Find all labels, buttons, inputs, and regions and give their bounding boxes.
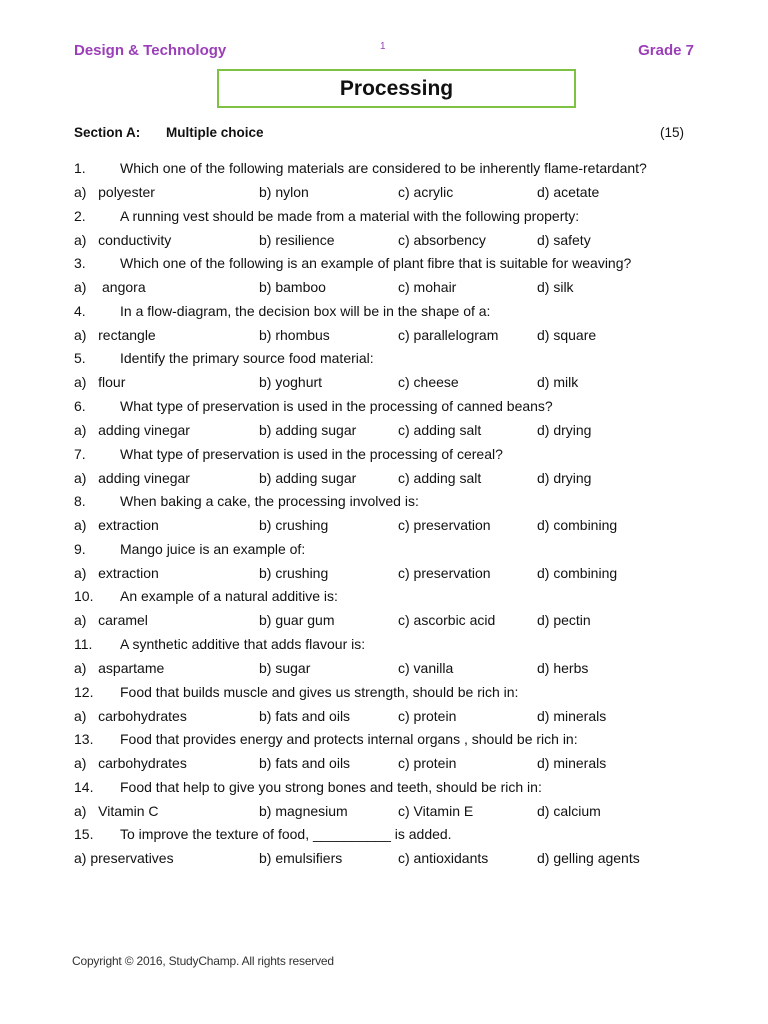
answer-option-a: a) carbohydrates [74, 707, 187, 724]
question-line [74, 205, 694, 228]
answer-option-d: d) pectin [537, 612, 591, 629]
answer-option-d: d) combining [537, 517, 618, 534]
question-number: 4. [74, 302, 86, 319]
page-title: Processing [339, 76, 454, 100]
question-item [74, 300, 694, 348]
section-label: Section A: [74, 125, 141, 140]
question-item [74, 776, 694, 824]
answer-option-a: a) flour [74, 374, 126, 391]
question-number: 13. [74, 731, 94, 748]
answer-option-d: d) safety [537, 231, 591, 248]
answer-option-a: a) preservatives [74, 850, 174, 867]
options-row [74, 561, 694, 585]
answer-option-a: a) rectangle [74, 326, 156, 343]
question-line [74, 490, 694, 513]
answer-option-b: b) yoghurt [259, 374, 323, 391]
answer-option-d: d) combining [537, 564, 618, 581]
question-text: Food that builds muscle and gives us strength, should be rich in: [120, 683, 519, 700]
question-number: 8. [74, 493, 86, 510]
question-line [74, 395, 694, 418]
answer-option-d: d) milk [537, 374, 579, 391]
section-type: Multiple choice [166, 125, 264, 140]
question-line [74, 443, 694, 466]
answer-option-b: b) fats and oils [259, 755, 351, 772]
answer-option-b: b) resilience [259, 231, 335, 248]
answer-option-c: c) mohair [398, 279, 457, 296]
question-number: 5. [74, 350, 86, 367]
answer-option-c: c) acrylic [398, 184, 454, 200]
question-line [74, 681, 694, 704]
answer-option-c: c) absorbency [398, 231, 486, 248]
options-row [74, 513, 694, 537]
question-line [74, 538, 694, 561]
question-item [74, 538, 694, 586]
answer-option-d: d) acetate [537, 184, 600, 200]
question-item [74, 395, 694, 443]
answer-option-d: d) minerals [537, 755, 607, 772]
options-row [74, 418, 694, 442]
question-list [74, 157, 694, 871]
answer-option-a: a) extraction [74, 517, 159, 534]
title-box [217, 69, 576, 108]
page-header [74, 42, 694, 62]
answer-option-d: d) herbs [537, 659, 589, 676]
answer-option-a: a) carbohydrates [74, 755, 187, 772]
answer-option-b: b) rhombus [259, 326, 330, 343]
answer-option-b: b) sugar [259, 659, 311, 676]
options-row [74, 656, 694, 680]
answer-option-a: a) conductivity [74, 231, 172, 248]
answer-option-c: c) antioxidants [398, 850, 489, 867]
question-item [74, 823, 694, 871]
answer-option-c: c) preservation [398, 517, 491, 534]
options-row [74, 370, 694, 394]
question-line [74, 776, 694, 799]
answer-option-b: b) bamboo [259, 279, 326, 296]
question-text: A synthetic additive that adds flavour is: [120, 635, 366, 652]
question-text: Food that provides energy and protects internal organs , should be rich in: [120, 731, 578, 748]
grade-label: Grade 7 [638, 42, 694, 59]
question-text: An example of a natural additive is: [120, 588, 338, 605]
options-row [74, 846, 694, 870]
answer-option-c: c) adding salt [398, 469, 482, 486]
copyright-footer: Copyright © 2016, StudyChamp. All rights reserved [72, 954, 334, 968]
answer-option-d: d) gelling agents [537, 850, 640, 867]
answer-option-c: c) ascorbic acid [398, 612, 496, 629]
question-number: 2. [74, 207, 86, 224]
answer-option-a: a) aspartame [74, 659, 165, 676]
answer-option-b: b) emulsifiers [259, 850, 343, 867]
question-line [74, 157, 694, 180]
answer-option-a: a) Vitamin C [74, 802, 159, 819]
answer-option-b: b) crushing [259, 517, 329, 534]
question-item [74, 205, 694, 253]
question-item [74, 681, 694, 729]
question-text: Which one of the following is an example of plant fibre that is suitable for weaving? [120, 255, 632, 272]
question-number: 3. [74, 255, 86, 272]
question-number: 15. [74, 826, 94, 843]
answer-option-d: d) drying [537, 469, 592, 486]
question-item [74, 585, 694, 633]
answer-option-c: c) adding salt [398, 421, 482, 438]
answer-option-c: c) protein [398, 755, 457, 772]
options-row [74, 704, 694, 728]
answer-option-d: d) minerals [537, 707, 607, 724]
answer-option-b: b) guar gum [259, 612, 335, 629]
answer-option-a: a) caramel [74, 612, 148, 629]
section-header [74, 125, 684, 143]
question-line [74, 300, 694, 323]
answer-option-d: d) square [537, 326, 597, 343]
answer-option-b: b) fats and oils [259, 707, 351, 724]
options-row [74, 180, 694, 204]
answer-option-b: b) crushing [259, 564, 329, 581]
question-item [74, 633, 694, 681]
question-number: 7. [74, 445, 86, 462]
answer-option-c: c) Vitamin E [398, 802, 474, 819]
question-text: In a flow-diagram, the decision box will be in the shape of a: [120, 302, 491, 319]
question-item [74, 728, 694, 776]
question-line [74, 585, 694, 608]
question-text: Food that help to give you strong bones and teeth, should be rich in: [120, 778, 542, 795]
options-row [74, 799, 694, 823]
question-item [74, 252, 694, 300]
question-number: 6. [74, 397, 86, 414]
question-text: What type of preservation is used in the processing of canned beans? [120, 397, 553, 414]
question-text: When baking a cake, the processing involved is: [120, 493, 419, 510]
question-number: 1. [74, 160, 86, 176]
question-line [74, 633, 694, 656]
answer-option-b: b) adding sugar [259, 469, 357, 486]
answer-option-b: b) adding sugar [259, 421, 357, 438]
subject-label: Design & Technology [74, 42, 227, 59]
question-number: 14. [74, 778, 94, 795]
options-row [74, 228, 694, 252]
options-row [74, 275, 694, 299]
question-text: Identify the primary source food material: [120, 350, 374, 367]
answer-option-c: c) cheese [398, 374, 459, 391]
question-item [74, 157, 694, 205]
answer-option-d: d) drying [537, 421, 592, 438]
options-row [74, 751, 694, 775]
answer-option-d: d) calcium [537, 802, 601, 819]
answer-option-a: a) polyester [74, 184, 155, 200]
answer-option-b: b) nylon [259, 184, 309, 200]
question-number: 11. [74, 635, 93, 652]
question-text: Mango juice is an example of: [120, 540, 306, 557]
question-text: To improve the texture of food, __________ is added. [120, 826, 452, 843]
question-item [74, 490, 694, 538]
answer-option-d: d) silk [537, 279, 574, 296]
answer-option-a: a) angora [74, 279, 146, 296]
question-text: A running vest should be made from a material with the following property: [120, 207, 580, 224]
question-line [74, 252, 694, 275]
question-number: 10. [74, 588, 94, 605]
answer-option-c: c) protein [398, 707, 457, 724]
answer-option-b: b) magnesium [259, 802, 348, 819]
answer-option-c: c) parallelogram [398, 326, 499, 343]
answer-option-a: a) adding vinegar [74, 421, 190, 438]
question-number: 12. [74, 683, 94, 700]
answer-option-a: a) extraction [74, 564, 159, 581]
question-line [74, 823, 694, 846]
question-item [74, 347, 694, 395]
page-number: 1 [380, 41, 386, 52]
question-item [74, 443, 694, 491]
options-row [74, 323, 694, 347]
question-number: 9. [74, 540, 86, 557]
section-marks: (15) [659, 125, 684, 140]
options-row [74, 608, 694, 632]
question-text: What type of preservation is used in the processing of cereal? [120, 445, 503, 462]
answer-option-a: a) adding vinegar [74, 469, 190, 486]
answer-option-c: c) vanilla [398, 659, 454, 676]
question-line [74, 347, 694, 370]
options-row [74, 466, 694, 490]
question-line [74, 728, 694, 751]
question-text: Which one of the following materials are considered to be inherently flame-retardant? [120, 160, 647, 176]
answer-option-c: c) preservation [398, 564, 491, 581]
